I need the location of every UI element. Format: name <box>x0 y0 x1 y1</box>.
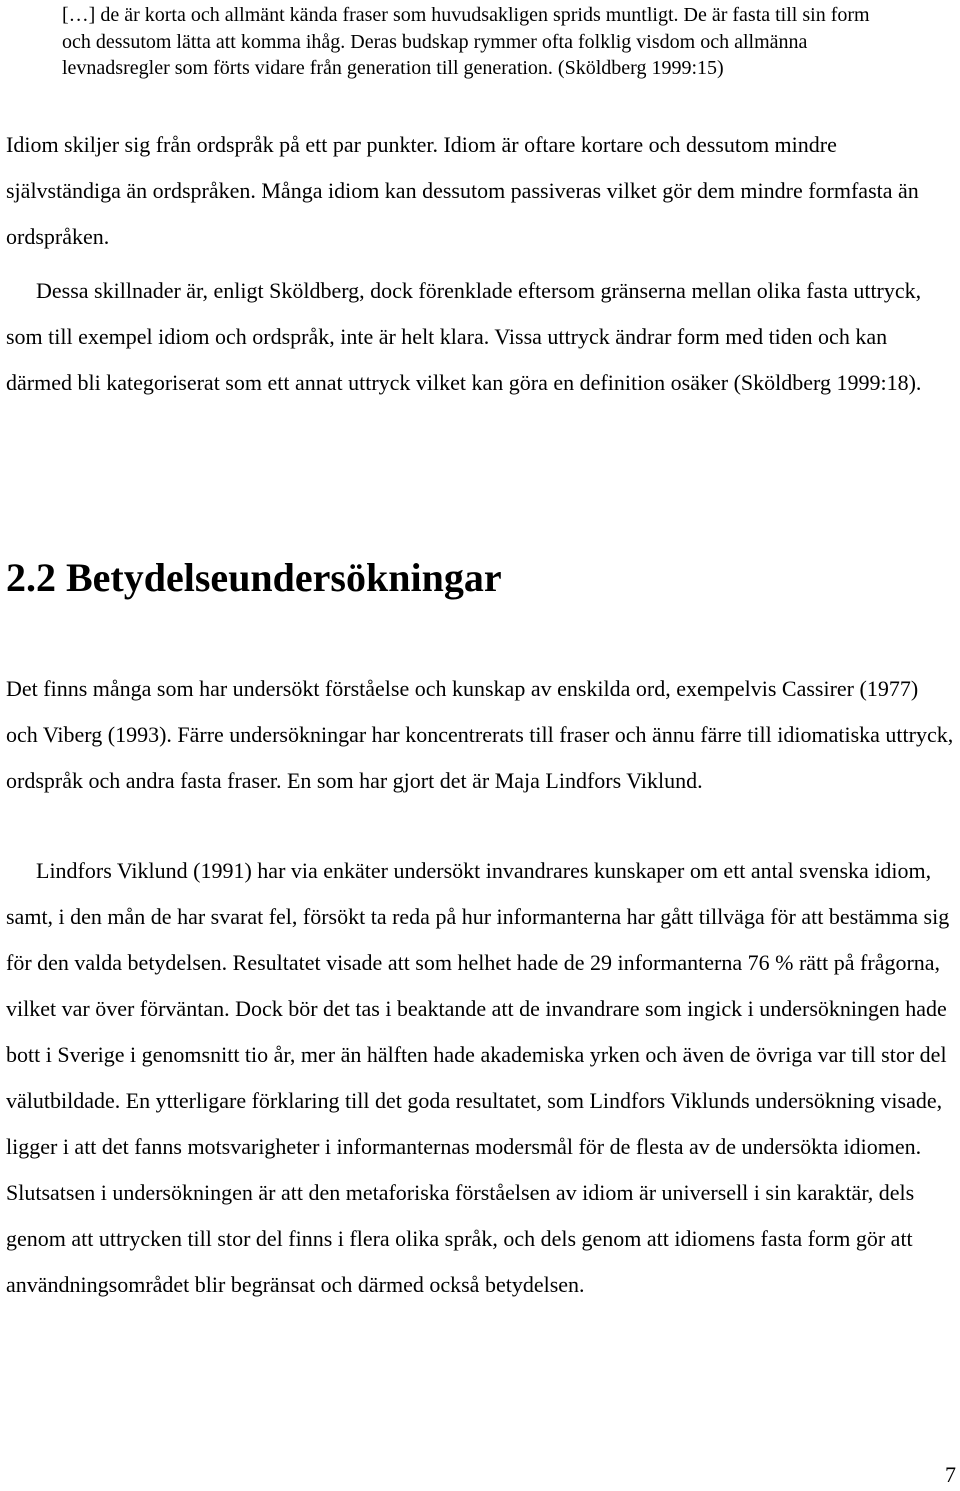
paragraph-lindfors-viklund: Lindfors Viklund (1991) har via enkäter undersökt invandrares kunskaper om ett antal svenska idiom, samt, i den mån de har svarat fel, försökt ta reda på hur informanterna har gått tillväga för att bestämma sig för den valda betydelsen. Resultatet visade att som helhet hade de 29 informanterna 76 % rätt på frågorna, vilket var över förväntan. Dock bör det tas i beaktande att de invandrare som ingick i undersökningen hade bott i Sverige i genomsnitt tio år, mer än hälften hade akademiska yrken och även de övriga var till stor del välutbildade. En ytterligare förklaring till det goda resultatet, som Lindfors Viklunds undersökning visade, ligger i att det fanns motsvarigheter i informanternas modersmål för de flesta av de undersökta idiomen. Slutsatsen i undersökningen är att den metaforiska förståelsen av idiom är universell i sin karaktär, dels genom att uttrycken till stor del finns i flera olika språk, och dels genom att idiomens fasta form gör att användningsområdet blir begränsat och därmed också betydelsen. <box>6 858 950 1297</box>
paragraph-differences: Dessa skillnader är, enligt Sköldberg, dock förenklade eftersom gränserna mellan olika fasta uttryck, som till exempel idiom och ordspråk, inte är helt klara. Vissa uttryck ändrar form med tiden och kan därmed bli kategoriserat som ett annat uttryck vilket kan göra en definition osäker (Sköldberg 1999:18). <box>6 278 922 395</box>
paragraph-idiom-vs-proverb: Idiom skiljer sig från ordspråk på ett par punkter. Idiom är oftare kortare och dessutom mindre självständiga än ordspråken. Många idiom kan dessutom passiveras vilket gör dem mindre formfasta än ordspråken. <box>6 132 919 249</box>
paragraph-research-overview: Det finns många som har undersökt förståelse och kunskap av enskilda ord, exempelvis Cassirer (1977) och Viberg (1993). Färre undersökningar har koncentrerats till fraser och ännu färre till idiomatiska uttryck, ordspråk och andra fasta fraser. En som har gjort det är Maja Lindfors Viklund. <box>6 676 954 793</box>
block-quote: […] de är korta och allmänt kända fraser som huvudsakligen sprids muntligt. De är fasta till sin form och dessutom lätta att komma ihåg. Deras budskap rymmer ofta folklig visdom och allmänna levnadsregler som förts vidare från generation till generation. (Sköldberg 1999:15) <box>62 4 870 79</box>
page-number: 7 <box>945 1462 956 1487</box>
section-heading: 2.2 Betydelseundersökningar <box>6 555 502 600</box>
